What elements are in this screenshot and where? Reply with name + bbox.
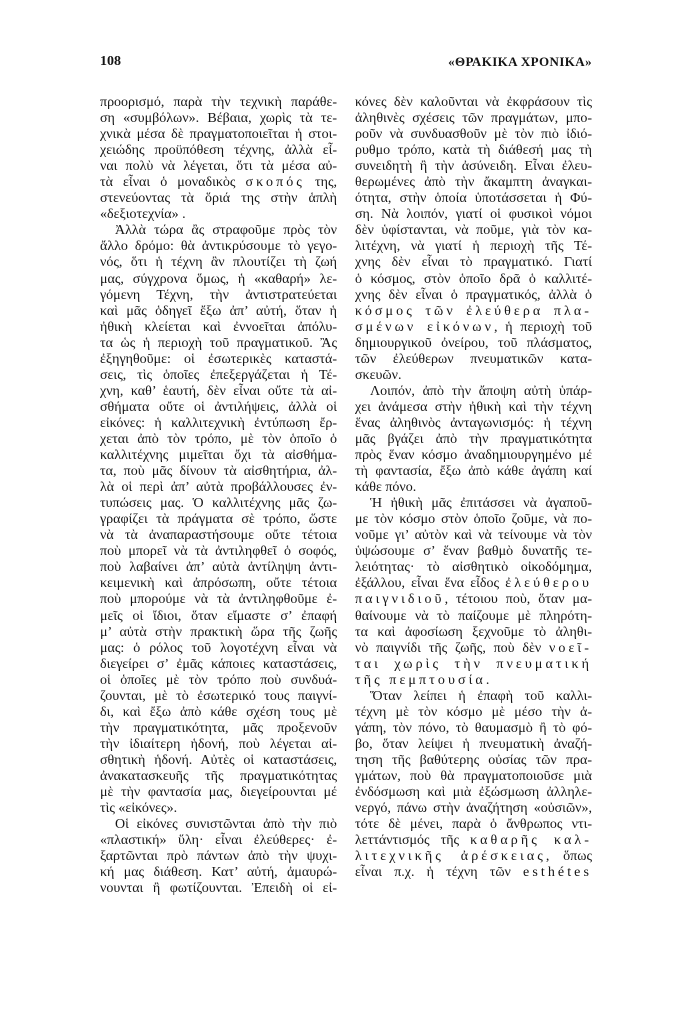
text-line	[355, 849, 592, 865]
text-line: γραφίζει τὰ πράγματα σὲ τρόπο, ὥστε	[100, 512, 337, 528]
text-line: Λοιπόν, ἀπὸ τὴν ἄποψη αὐτὴ ὑπάρ-	[370, 383, 592, 399]
text-segment: λεττάντισμός τῆς	[355, 833, 471, 849]
right-column	[355, 95, 592, 881]
emphasized-text: ἐλεύθερου	[505, 576, 592, 592]
text-line	[355, 576, 592, 592]
paragraph	[100, 223, 337, 817]
text-line: οἱ ὁποῖες μὲ τὸν τρόπο ποὺ συνδυά-	[100, 672, 337, 688]
text-line: μ’ αὐτὰ στὴν πρακτικὴ ὥρα τῆς ζωῆς	[100, 624, 337, 640]
text-line: Ὅταν λείπει ἡ ἐπαφὴ τοῦ καλλι-	[370, 688, 592, 704]
text-line: ση «συμβόλων». Βέβαια, χωρὶς τὰ τε-	[100, 111, 337, 127]
emphasized-text: σμένων εἰκόνων	[355, 319, 494, 335]
emphasized-text: νοεῖ-	[548, 640, 592, 656]
text-line: κή μας διάθεση. Κατ’ αὐτή, ἀμαυρώ-	[100, 865, 337, 881]
text-line: χνη, καθ’ ἑαυτή, δὲν εἶναι οὔτε τὰ αἰ-	[100, 383, 337, 399]
text-line: χνης δὲν εἶναι τὸ πραγματικό. Γιατί	[355, 255, 592, 271]
text-line: καλλιτέχνης μιμεῖται ὄχι τὰ αἰσθήμα-	[100, 448, 337, 464]
running-header	[100, 52, 592, 72]
text-line: ρυθμο τρόπο, κατὰ τὴ διάθεσή μας τὴ	[355, 143, 592, 159]
text-line: νὰ τὰ ἀναπαραστήσουμε οὔτε τέτοια	[100, 528, 337, 544]
text-line: λὰ οἱ περὶ ἀπ’ αὐτὰ προβάλλουσες ἐν-	[100, 480, 337, 496]
text-line: κάθε πόνο.	[355, 480, 417, 496]
text-line: ὁ κόσμος, στὸν ὁποῖο δρᾶ ὁ καλλιτέ-	[355, 271, 592, 287]
emphasized-text: κόσμος τῶν ἐλεύθερα πλα-	[355, 303, 592, 319]
text-line	[355, 304, 592, 320]
emphasized-text: ται χωρὶς τὴν πνευματική	[355, 656, 592, 672]
text-line: ὑψώσουμε σ’ ἕναν βαθμὸ δυνατῆς τε-	[355, 544, 592, 560]
text-line: ποὺ μπορούμε νὰ τὰ ἀντιληφθοῦμε ἐ-	[100, 592, 337, 608]
text-line: σθήματα οὔτε οἱ ἀντιλήψεις, ἀλλὰ οἱ	[100, 399, 337, 415]
paragraph	[100, 95, 337, 223]
text-line	[355, 833, 592, 849]
text-line: ότητα, στὴν ὁποία ὑποτάσσεται ἡ Φύ-	[355, 191, 592, 207]
text-line: καὶ μᾶς ὁδηγεῖ ἔξω ἀπ’ αὐτή, ὅταν ἡ	[100, 303, 337, 319]
text-line: δημιουργικοῦ ὀνείρου, τοῦ πλάσματος,	[355, 335, 592, 351]
text-line: τὴν πραγματικότητα, μᾶς προξενοῦν	[100, 720, 337, 736]
text-line: δι, καὶ ἔξω ἀπὸ κάθε σχέση τους μὲ	[100, 704, 337, 720]
paragraph	[355, 689, 592, 882]
text-line: τυπώσεις μας. Ὁ καλλιτέχνης μᾶς ζω-	[100, 496, 337, 512]
text-line: νοῦμε γι’ αὐτὸν καὶ νὰ τείνουμε νὰ τὸν	[355, 528, 592, 544]
text-line: χνης δὲν εἶναι ὁ πραγματικός, ἀλλὰ ὁ	[355, 287, 592, 303]
text-line: τότε δὲ μένει, παρὰ ὁ ἄνθρωπος ντι-	[355, 817, 592, 833]
text-line	[355, 592, 592, 608]
emphasized-text: σκοπός	[245, 175, 305, 191]
text-line: σεις, τὶς ὁποῖες ἐπεξεργάζεται ἡ Τέ-	[100, 367, 337, 383]
text-line	[355, 865, 592, 881]
text-line: ση. Νὰ λοιπόν, γιατί οἱ φυσικοὶ νόμοι	[355, 207, 592, 223]
text-line: στενεύοντας τὰ ὅριά της στὴν ἁπλὴ	[100, 191, 337, 207]
text-line: ἀληθινὲς σχέσεις τῶν πραγμάτων, μπο-	[355, 111, 592, 127]
text-line: κόνες δὲν καλοῦνται νὰ ἐκφράσουν τὶς	[355, 95, 592, 110]
paragraph	[355, 384, 592, 496]
text-line: ποὺ λαβαίνει ἀπ’ αὐτὰ ἀντίληψη ἀντι-	[100, 560, 337, 576]
text-line: ζουνται, μὲ τὸ ἐσωτερικό τους παιγνί-	[100, 688, 337, 704]
text-segment: της,	[304, 175, 338, 191]
text-line: «δεξιοτεχνία» .	[100, 207, 186, 223]
text-line: ροῦν νὰ συνδυασθοῦν μὲ τὸν πιὸ ἰδιό-	[355, 127, 592, 143]
text-line	[355, 641, 592, 657]
text-line: νεργό, πάνω στὴν ἀναζήτηση «οὐσιῶν»,	[355, 801, 592, 817]
text-line: τέχνη μὲ τὸν κόσμο μὲ μέσο τὴν ἀ-	[355, 704, 592, 720]
text-line: μὲ τὴν φαντασία μας, διεγείρουνται μέ	[100, 785, 337, 801]
text-line: τὶς «εἰκόνες».	[100, 801, 178, 817]
text-line: κειμενικὴ καὶ ἀπρόσωπη, οὔτε τέτοια	[100, 576, 337, 592]
text-line: με τὸν κόσμο στὸν ὁποῖο ζοῦμε, νὰ πο-	[355, 512, 592, 528]
text-line: ἀνακατασκευῆς τῆς πραγματικότητας	[100, 768, 337, 784]
text-line: χεται ἀπὸ τὸν τρόπο, μὲ τὸν ὁποῖο ὁ	[100, 431, 337, 447]
text-line: ποὺ μπορεῖ νὰ τὰ ἀντιληφθεῖ ὁ σοφός,	[100, 544, 337, 560]
text-line: «πλαστική» ὕλη· εἶναι ἐλεύθερες· ἐ-	[100, 833, 337, 849]
text-line: σκευῶν.	[355, 367, 402, 383]
text-line: τα καὶ ἀφοσίωση ξεχνοῦμε τὸ ἀληθι-	[355, 624, 592, 640]
text-line: Οἱ εἰκόνες συνιστῶνται ἀπὸ τὴν πιὸ	[115, 817, 337, 833]
text-line: τὴν ἰδιαίτερη ἡδονή, ποὺ λέγεται αἰ-	[100, 736, 337, 752]
text-segment: εἶναι π.χ. ἡ τέχνη τῶν	[355, 865, 524, 881]
text-line: γμάτων, ποὺ θὰ πραγματοποιοῦσε μιὰ	[355, 768, 592, 784]
text-segment: ἐξάλλου, εἶναι ἕνα εἶδος	[355, 576, 506, 592]
paragraph	[355, 496, 592, 689]
emphasized-text: καθαρῆς καλ-	[470, 833, 592, 849]
text-line: τὴ φαντασία, ἔξω ἀπὸ κάθε ἀγάπη καί	[355, 464, 592, 480]
text-segment: , ἡ περιοχὴ τοῦ	[494, 319, 592, 335]
text-line: μᾶς βγάζει ἀπὸ τὴν πραγματικότητα	[355, 431, 592, 447]
text-line: πρὸς ἕναν κόσμο ἀναδημιουργημένο μέ	[355, 448, 592, 464]
text-line: θαίνουμε νὰ τὸ παίζουμε μὲ πληρότη-	[355, 608, 592, 624]
text-segment: , ὅπως	[545, 849, 592, 865]
paragraph	[100, 817, 337, 897]
text-line: ἄλλο δρόμο: θὰ ἀντικρύσουμε τὸ γεγο-	[100, 239, 337, 255]
journal-title: «ΘΡΑΚΙΚΑ ΧΡΟΝΙΚΑ»	[448, 54, 592, 69]
text-line: τα, ποὺ μᾶς δίνουν τὰ αἰσθητήρια, ἀλ-	[100, 464, 337, 480]
text-line: μας, σύγχρονα ὅμως, ἡ «καθαρή» λε-	[100, 271, 337, 287]
text-segment: τὰ εἶναι ὁ μοναδικὸς	[100, 175, 246, 191]
emphasized-text: λιτεχνικῆς ἀρέσκειας	[355, 849, 546, 865]
text-line: μεῖς οἱ ἴδιοι, ὅταν εἴμαστε σ’ ἐπαφή	[100, 608, 337, 624]
text-line: χνικὰ μέσα δὲ πραγματοποιεῖται ἡ στοι-	[100, 127, 337, 143]
text-line: ξαρτῶνται πρὸ πάντων ἀπὸ τὴν ψυχι-	[100, 849, 337, 865]
text-line: ἕνας ἀληθινὸς ἀνταγωνισμός: ἡ τέχνη	[355, 415, 592, 431]
text-line: χει ἀνάμεσα στὴν ἠθικὴ καὶ τὴν τέχνη	[355, 399, 592, 415]
text-line: λειότητας· τὸ αἰσθητικὸ οἰκοδόμημα,	[355, 560, 592, 576]
text-line: λιτέχνη, νὰ γιατί ἡ περιοχὴ τῆς Τέ-	[355, 239, 592, 255]
text-line: μας: ὁ ρόλος τοῦ λογοτέχνη εἶναι νὰ	[100, 640, 337, 656]
text-line: τηση τῆς βαθύτερης οὐσίας τῶν πρα-	[355, 752, 592, 768]
text-line: σθητικὴ ἡδονή. Αὐτὲς οἱ καταστάσεις,	[100, 752, 337, 768]
text-segment: , τέτοιου ποὺ, ὅταν μα-	[444, 592, 592, 608]
text-line: γόμενη Τέχνη, τὴν ἀντιστρατεύεται	[100, 287, 337, 303]
text-line: χειώδης προϋπόθεση τέχνης, ἀλλὰ εἶ-	[100, 143, 337, 159]
text-line: συνειδητὴ ἢ τὴν ἀσύνειδη. Εἶναι ἐλευ-	[355, 159, 592, 175]
text-line: γάπη, τὸν πόνο, τὸ θαυμασμὸ ἢ τὸ φό-	[355, 720, 592, 736]
text-line	[355, 657, 592, 673]
text-segment: νὸ παιγνίδι τῆς ζωῆς, ποὺ δὲν	[355, 640, 549, 656]
text-line: τῶν ἐλεύθερων πνευματικῶν κατα-	[355, 351, 592, 367]
text-line: θερωμένες ἀπὸ τὴν ἄκαμπτη ἀναγκαι-	[355, 175, 592, 191]
text-line: Ἡ ἠθικὴ μᾶς ἐπιτάσσει νὰ ἀγαποῦ-	[370, 496, 592, 512]
text-line: ναι πολὺ νὰ λέγεται, ὅτι τὰ μέσα αὐ-	[100, 159, 337, 175]
paragraph	[355, 95, 592, 384]
text-line: δὲν ὑφίστανται, νὰ ποῦμε, γιὰ τὸν κα-	[355, 223, 592, 239]
emphasized-text: παιγνιδιοῦ	[355, 592, 445, 608]
text-line: ἐξηγηθοῦμε: οἱ ἐσωτερικὲς καταστά-	[100, 351, 337, 367]
text-line: ἠθικὴ κλείεται καὶ ἐννοεῖται ἀπόλυ-	[100, 319, 337, 335]
text-line	[100, 175, 337, 191]
text-line: νός, ὅτι ἡ τέχνη ἂν πλουτίζει τὴ ζωή	[100, 255, 337, 271]
emphasized-text: esthétes	[523, 865, 592, 881]
text-line	[355, 320, 592, 336]
text-line	[355, 673, 592, 689]
text-line: βο, ὅταν λείψει ἡ πνευματικὴ ἀναζή-	[355, 736, 592, 752]
text-line: τα ὡς ἡ περιοχὴ τοῦ πραγματικοῦ. Ἂς	[100, 335, 337, 351]
text-line: διεγείρει σ’ ἐμᾶς κάποιες καταστάσεις,	[100, 656, 337, 672]
text-line: νουνται ἢ φωτίζουνται. Ἐπειδὴ οἱ εἰ-	[100, 881, 337, 897]
page-number: 108	[100, 54, 121, 69]
text-line: ἐνδόσμωση καὶ μιὰ ἐξώσμωση ἀλληλε-	[355, 785, 592, 801]
text-line: προορισμό, παρὰ τὴν τεχνικὴ παράθε-	[100, 95, 337, 110]
emphasized-text: τῆς πεμπτουσία.	[355, 672, 493, 688]
left-column	[100, 95, 337, 897]
text-line: Ἀλλὰ τώρα ἂς στραφοῦμε πρὸς τὸν	[115, 223, 337, 239]
text-line: εἰκόνες: ἡ καλλιτεχνικὴ ἐντύπωση ἔρ-	[100, 415, 337, 431]
